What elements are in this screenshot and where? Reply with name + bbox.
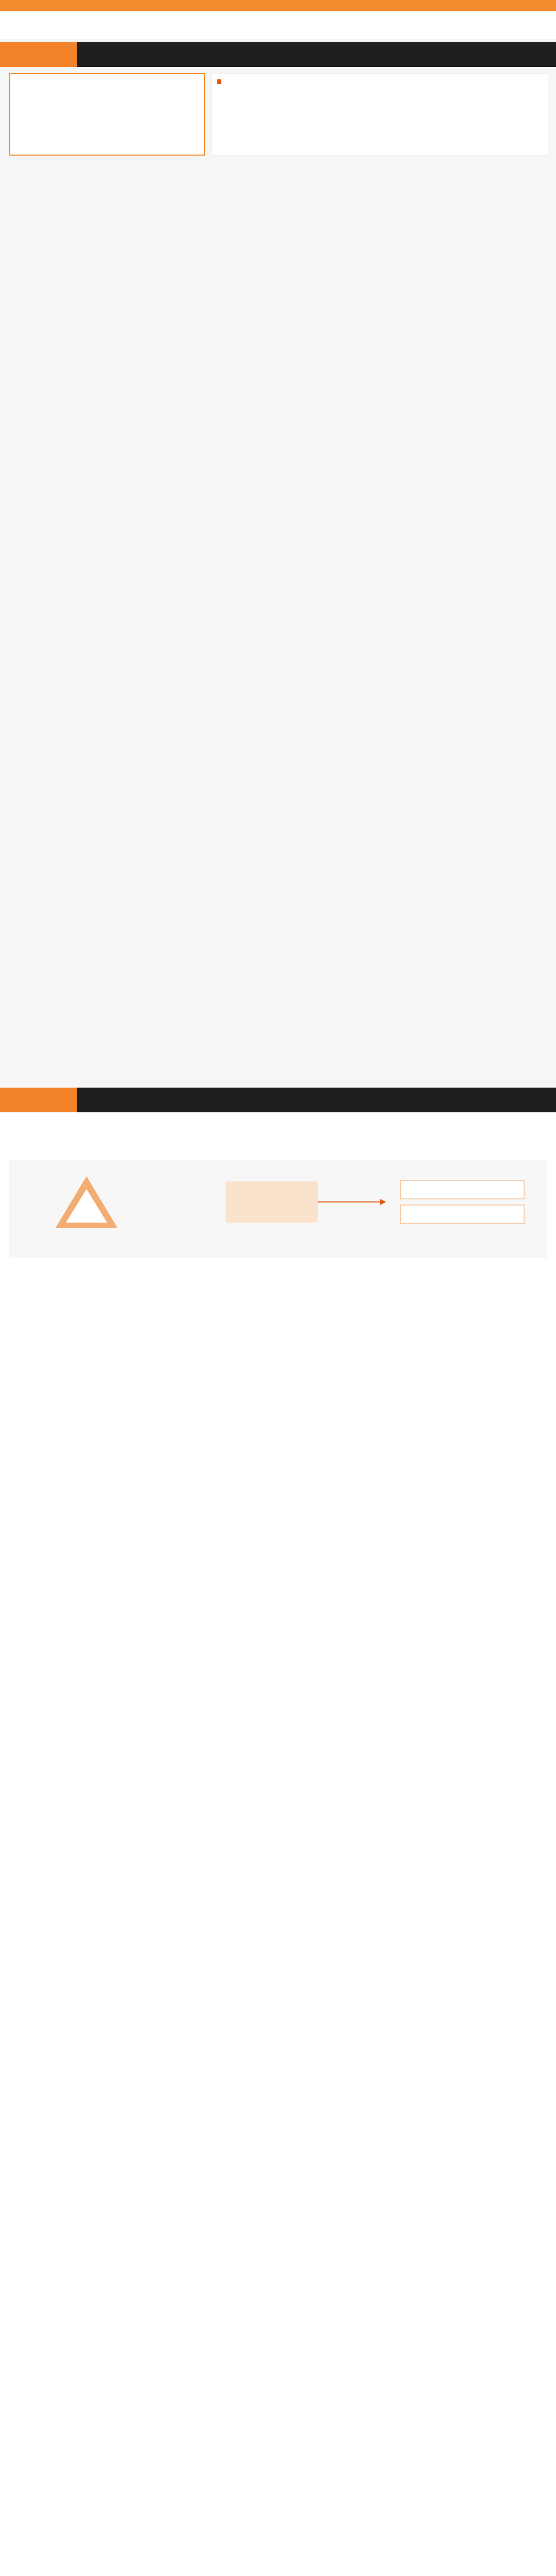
brand-logo-2 — [0, 1088, 77, 1112]
section-banner — [0, 42, 556, 67]
trend-analysis-section — [0, 39, 556, 1087]
overview-title — [217, 78, 543, 86]
method-panel — [9, 1160, 547, 1258]
part-header — [0, 11, 556, 39]
right-box-1 — [401, 1180, 524, 1199]
brand-logo — [0, 42, 77, 67]
overview-panel — [211, 73, 548, 156]
right-box-2 — [401, 1205, 524, 1224]
top-brand-strip — [0, 0, 556, 11]
arrow-head — [380, 1199, 386, 1205]
method-diagram — [9, 1166, 547, 1238]
method-svg — [9, 1166, 547, 1238]
method-title — [9, 1160, 547, 1166]
recommend-section — [0, 1088, 556, 2576]
center-box — [225, 1181, 318, 1223]
intro-text — [9, 73, 205, 156]
section-banner-2 — [0, 1088, 556, 1112]
